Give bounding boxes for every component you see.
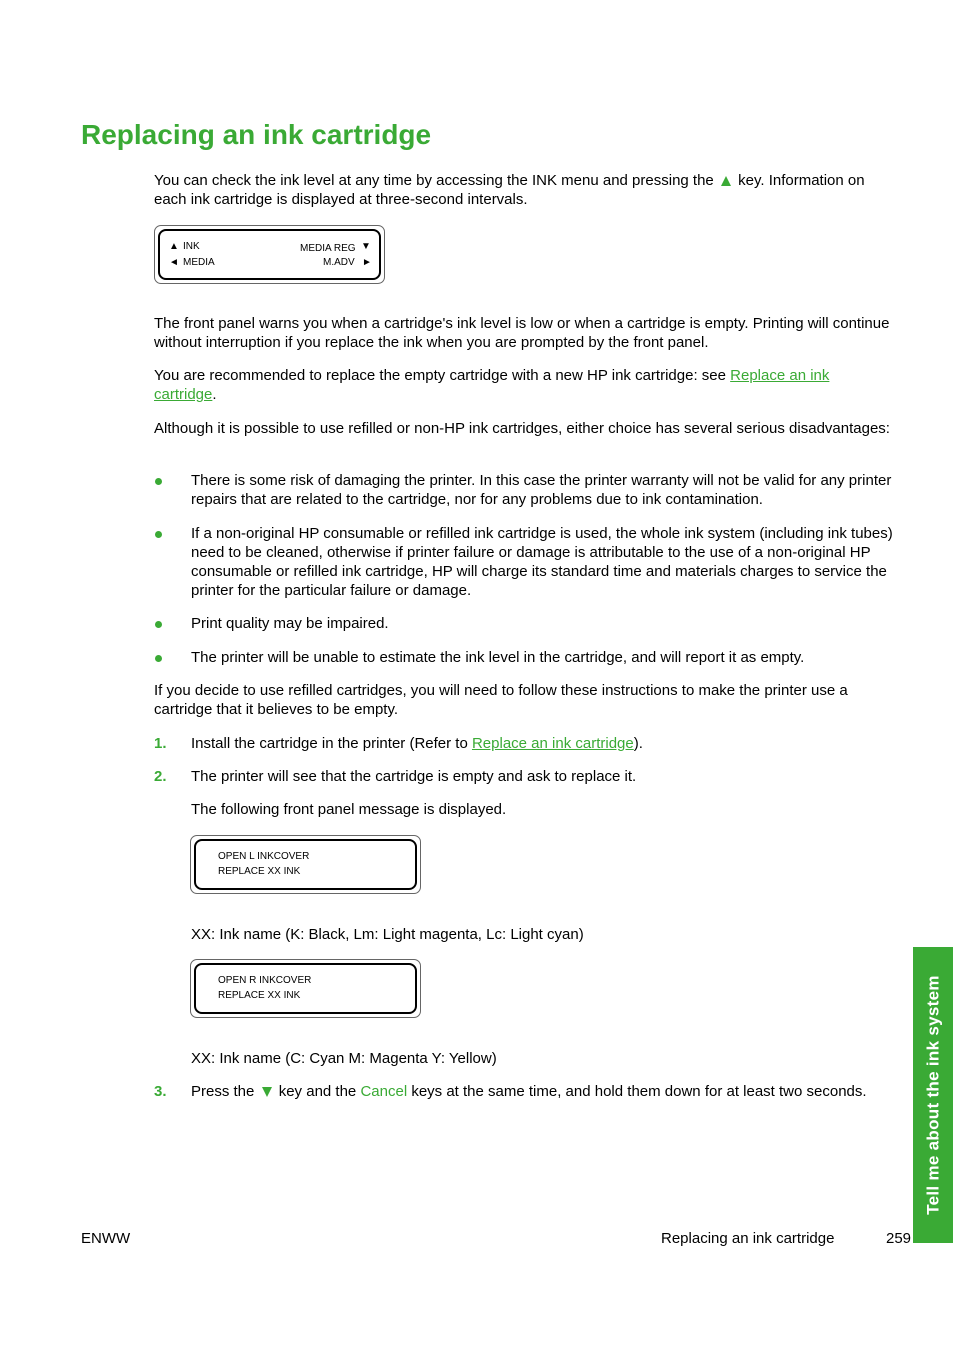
lcd-line-1: OPEN L INKCOVER	[218, 851, 310, 862]
step-number: 2.	[154, 768, 167, 785]
cancel-key-label: Cancel	[360, 1083, 408, 1100]
front-panel-display-ink-menu	[154, 225, 385, 284]
lcd-madv-label: M.ADV	[323, 257, 355, 268]
step-number: 1.	[154, 735, 167, 752]
intro-text-1: You can check the ink level at any time by accessing the INK menu and pressing the	[154, 172, 714, 189]
bullet-item: If a non-original HP consumable or refilled ink cartridge is used, the whole ink system (including ink tubes) need to be cleaned, otherwise if printer failure or damage is attributable to the use of a non-original HP consumable or refilled ink cartridge, HP will charge its standard time and materials charges to service the printer for the particular failure or damage.	[191, 525, 893, 599]
recommend-paragraph	[154, 366, 894, 404]
page-title: Replacing an ink cartridge	[81, 119, 432, 150]
lcd-line-2: REPLACE XX INK	[218, 866, 301, 877]
replace-cartridge-link[interactable]: Replace an ink cartridge	[471, 735, 634, 752]
replace-cartridge-link-part2[interactable]: cartridge	[154, 386, 213, 403]
replace-cartridge-link-part1[interactable]: Replace an ink	[730, 367, 830, 384]
page-number: 259	[886, 1230, 912, 1247]
front-panel-display-open-l	[190, 835, 421, 894]
footer-section-title: Replacing an ink cartridge	[661, 1230, 835, 1247]
down-arrow-key-icon	[262, 1087, 272, 1097]
bullet-item: The printer will be unable to estimate the ink level in the cartridge, and will report it as empty.	[191, 649, 805, 666]
recommend-end: .	[212, 386, 217, 403]
step-3-label: Press the	[191, 1083, 255, 1100]
front-panel-screen	[194, 963, 417, 1014]
recommend-text: You are recommended to replace the empty cartridge with a new HP ink cartridge: see	[154, 367, 726, 384]
bullet-icon	[155, 621, 162, 628]
ink-name-caption-right: XX: Ink name (C: Cyan M: Magenta Y: Yellow)	[191, 1050, 497, 1067]
lcd-up-arrow-icon: ▲	[169, 241, 179, 252]
lcd-media-label: MEDIA	[183, 257, 215, 268]
although-paragraph: Although it is possible to use refilled or non-HP ink cartridges, either choice has several serious disadvantages:	[154, 420, 890, 437]
ink-name-caption-left: XX: Ink name (K: Black, Lm: Light magenta, Lc: Light cyan)	[191, 926, 584, 943]
bullet-icon	[155, 531, 162, 538]
lcd-ink-label: INK	[183, 241, 200, 252]
step-number: 3.	[154, 1083, 167, 1100]
step-3-mid: key and the	[278, 1083, 357, 1100]
front-panel-display-open-r	[190, 959, 421, 1018]
step-1-end: ).	[633, 735, 643, 752]
step-1-text	[191, 734, 901, 753]
footer-left: ENWW	[81, 1230, 131, 1247]
front-panel-screen	[194, 839, 417, 890]
refill-paragraph: If you decide to use refilled cartridges, you will need to follow these instructions to make the printer use a cartridge that it believes to be empty.	[154, 682, 848, 718]
lcd-right-arrow-icon: ►	[362, 257, 372, 268]
up-arrow-key-icon	[721, 176, 731, 186]
chapter-side-tab[interactable]	[913, 947, 953, 1243]
lcd-line-1: OPEN R INKCOVER	[218, 975, 312, 986]
step-2-subtext: The following front panel message is displayed.	[191, 801, 507, 818]
lcd-down-arrow-icon: ▼	[361, 241, 371, 252]
bullet-item: Print quality may be impaired.	[191, 615, 389, 632]
bullet-icon	[155, 655, 162, 662]
step-2-text: The printer will see that the cartridge is empty and ask to replace it.	[191, 768, 637, 785]
intro-text-2: key. Information on each ink cartridge is displayed at three-second intervals.	[154, 172, 865, 208]
lcd-left-arrow-icon: ◄	[169, 257, 179, 268]
lcd-media-reg-label: MEDIA REG	[300, 243, 356, 254]
intro-paragraph	[154, 171, 894, 209]
bullet-item: There is some risk of damaging the printer. In this case the printer warranty will not be valid for any printer repairs that are related to the cartridge, nor for any problems due to ink contamination.	[191, 472, 892, 508]
bullet-icon	[155, 478, 162, 485]
step-1-label: Install the cartridge in the printer (Refer to	[191, 735, 468, 752]
chapter-side-tab-label: Tell me about the ink system	[923, 975, 943, 1215]
warning-paragraph: The front panel warns you when a cartridge's ink level is low or when a cartridge is empty. Printing will continue without interruption if you replace the ink when you are prompted by the front panel.	[154, 315, 890, 351]
step-3-text	[191, 1082, 901, 1101]
lcd-line-2: REPLACE XX INK	[218, 990, 301, 1001]
step-3-end: keys at the same time, and hold them down for at least two seconds.	[411, 1083, 867, 1100]
